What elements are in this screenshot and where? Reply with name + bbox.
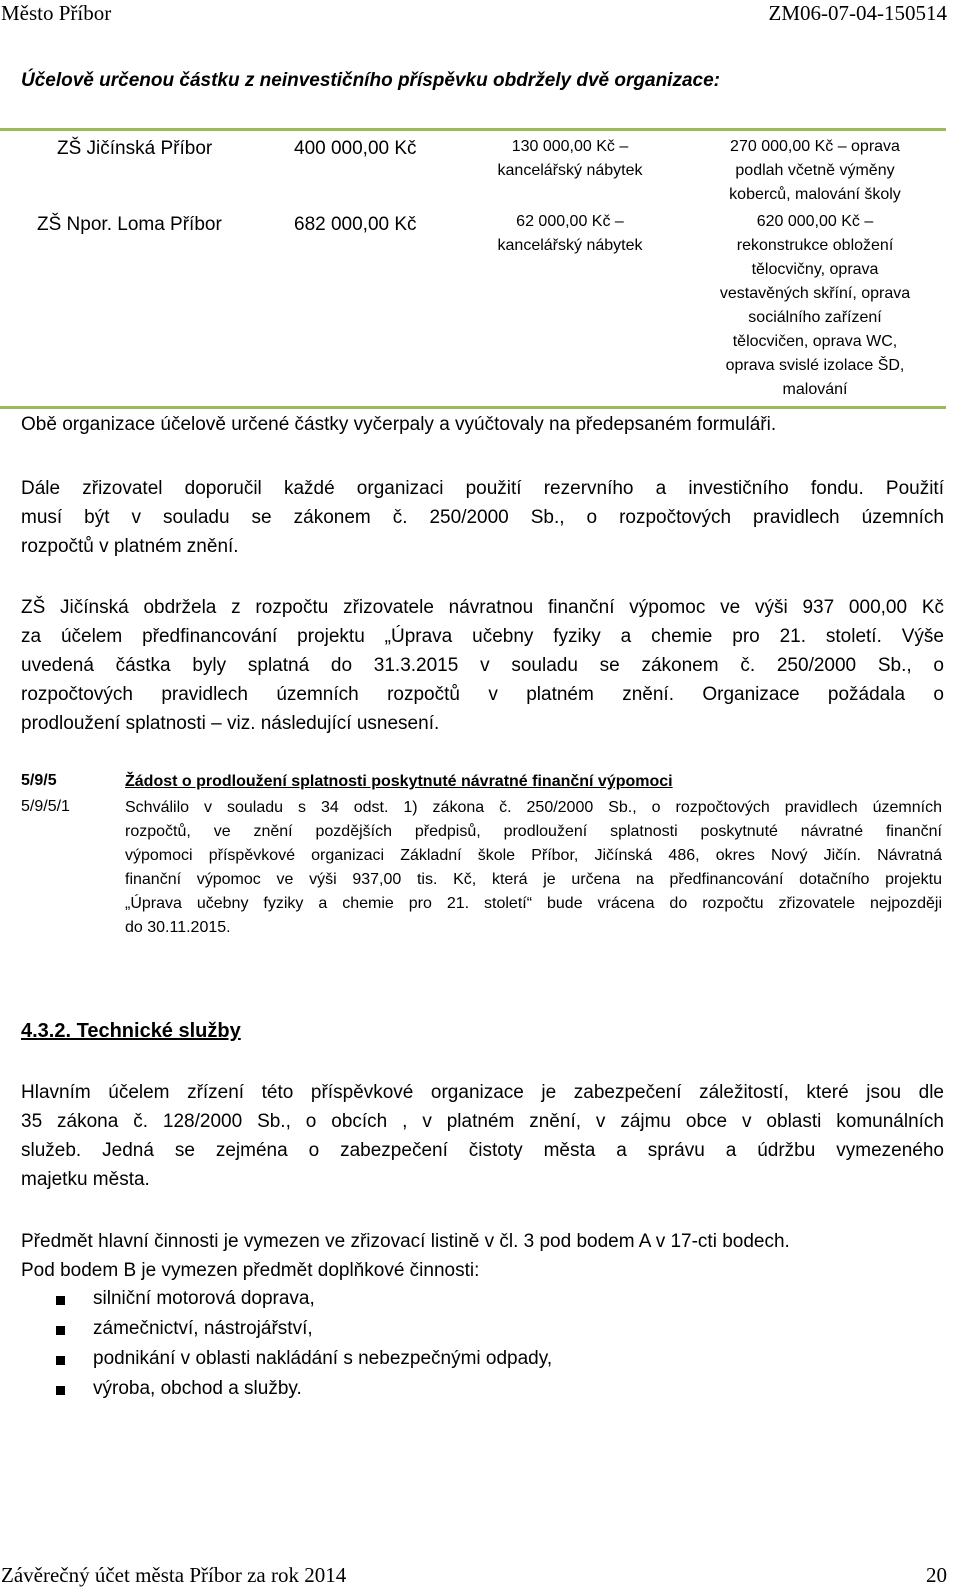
cell-line: 130 000,00 Kč – (511, 138, 629, 155)
list-item: silniční motorová doprava, (93, 1288, 315, 1309)
cell-line: vestavěných skříní, oprava (719, 285, 911, 302)
cell-line: koberců, malování školy (729, 186, 901, 203)
cell-line: 620 000,00 Kč – (756, 213, 874, 230)
para-after-table: Obě organizace účelově určené částky vyčerpaly a vyúčtovaly na předepsaném formuláři. (21, 414, 777, 435)
table-row-1-item2 (690, 135, 940, 207)
footer-title: Závěrečný účet města Příbor za rok 2014 (1, 1563, 347, 1587)
para-line: Předmět hlavní činnosti je vymezen ve zřizovací listině v čl. 3 pod bodem A v 17-cti bodech. (21, 1231, 790, 1252)
bullet-square-icon (56, 1356, 65, 1365)
para-line: služeb. Jedná se zejména o zabezpečení čistoty města a správu a údržbu vymezeného (21, 1140, 944, 1161)
resolution-line: finanční výpomoc ve výši 937,00 tis. Kč, která je určena na předfinancování dotačního projektu (125, 871, 942, 888)
list-item: podnikání v oblasti nakládání s nebezpečnými odpady, (93, 1348, 553, 1369)
section-heading-text: 4.3.2. Technické služby (21, 1020, 241, 1042)
cell-line: tělocvičen, oprava WC, (732, 333, 898, 350)
resolution-title (125, 770, 942, 794)
table-row-1-amount: 400 000,00 Kč (294, 138, 417, 159)
para-main-activity (21, 1227, 790, 1285)
cell-line: oprava svislé izolace ŠD, (725, 357, 905, 374)
cell-line: kancelářský nábytek (497, 237, 643, 254)
page-number: 20 (926, 1563, 947, 1587)
para-line: Pod bodem B je vymezen předmět doplňkové činnosti: (21, 1260, 480, 1281)
para-line: za účelem předfinancování projektu „Úprava učebny fyziky a chemie pro 21. století. Výše (21, 626, 944, 647)
resolution-body (125, 796, 942, 940)
section-heading (21, 1020, 241, 1043)
cell-line: malování (782, 381, 848, 398)
para-purpose (21, 1078, 944, 1194)
para-line: uvedená částka byly splatná do 31.3.2015 v souladu se zákonem č. 250/2000 Sb., o (21, 655, 944, 676)
para-line: Dále zřizovatel doporučil každé organizaci použití rezervního a investičního fondu. Použití (21, 478, 944, 499)
table-row-2-org: ZŠ Npor. Loma Příbor (37, 214, 222, 235)
resolution-line: do 30.11.2015. (125, 919, 231, 936)
resolution-sub-number: 5/9/5/1 (21, 798, 70, 815)
cell-line: rekonstrukce obložení (736, 237, 894, 254)
page-header (0, 0, 960, 28)
table-row-2-amount: 682 000,00 Kč (294, 214, 417, 235)
para-financial-aid (21, 593, 944, 738)
cell-line: 62 000,00 Kč – (516, 213, 624, 230)
table-row-1-item1 (470, 135, 670, 183)
bullet-square-icon (56, 1296, 65, 1305)
list-item: výroba, obchod a služby. (93, 1378, 302, 1399)
para-line: prodloužení splatnosti – viz. následující usnesení. (21, 713, 440, 734)
para-line: Hlavním účelem zřízení této příspěvkové organizace je zabezpečení záležitostí, které jsou dle (21, 1082, 944, 1103)
table-row-1-org: ZŠ Jičínská Příbor (57, 138, 213, 159)
para-line: rozpočtových pravidlech územních rozpočtů v platném znění. Organizace požádala o (21, 684, 944, 705)
para-reserve-fund (21, 474, 944, 561)
para-line: 35 zákona č. 128/2000 Sb., o obcích , v platném znění, v zájmu obce v oblasti komunálních (21, 1111, 944, 1132)
para-line: majetku města. (21, 1169, 150, 1190)
bullet-square-icon (56, 1386, 65, 1395)
cell-line: 270 000,00 Kč – oprava (730, 138, 900, 155)
para-line: rozpočtů v platném znění. (21, 536, 239, 557)
resolution-line: Schválilo v souladu s 34 odst. 1) zákona č. 250/2000 Sb., o rozpočtových pravidlech územních (125, 799, 942, 816)
resolution-line: rozpočtů, ve znění pozdějších předpisů, prodloužení splatnosti poskytnuté návratné finanční (125, 823, 942, 840)
table-bottom-rule (0, 406, 946, 409)
table-row-2-item2 (690, 210, 940, 402)
table-top-rule (0, 128, 946, 131)
resolution-number: 5/9/5 (21, 772, 57, 789)
header-doc-id: ZM06-07-04-150514 (768, 1, 947, 25)
header-city: Město Příbor (1, 1, 112, 25)
para-line: ZŠ Jičínská obdržela z rozpočtu zřizovatele návratnou finanční výpomoc ve výši 937 000,00 Kč (21, 597, 944, 618)
intro-heading: Účelově určenou částku z neinvestičního příspěvku obdržely dvě organizace: (21, 70, 720, 91)
resolution-title-text: Žádost o prodloužení splatnosti poskytnuté návratné finanční výpomoci (125, 773, 673, 790)
para-line: musí být v souladu se zákonem č. 250/2000 Sb., o rozpočtových pravidlech územních (21, 507, 944, 528)
cell-line: tělocvičny, oprava (751, 261, 879, 278)
cell-line: podlah včetně výměny (735, 162, 895, 179)
resolution-line: výpomoci příspěvkové organizaci Základní škole Příbor, Jičínská 486, okres Nový Jičín. Návratná (125, 847, 942, 864)
bullet-square-icon (56, 1326, 65, 1335)
cell-line: sociálního zařízení (748, 309, 882, 326)
page-footer (0, 1562, 960, 1590)
cell-line: kancelářský nábytek (497, 162, 643, 179)
resolution-line: „Úprava učebny fyziky a chemie pro 21. století“ bude vrácena do rozpočtu zřizovatele nejpozději (125, 895, 942, 912)
list-item: zámečnictví, nástrojářství, (93, 1318, 313, 1339)
table-row-2-item1 (470, 210, 670, 258)
